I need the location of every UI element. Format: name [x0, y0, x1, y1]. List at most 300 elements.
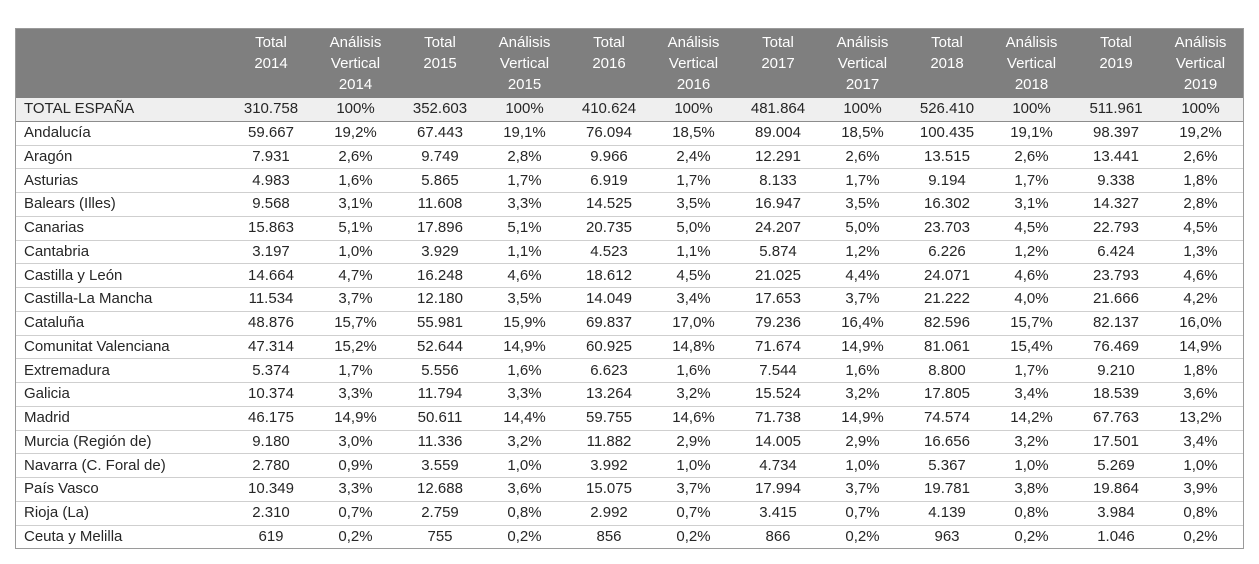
vertical-analysis-cell: 14,2%	[989, 406, 1074, 430]
total-value-cell: 76.094	[567, 121, 651, 145]
vertical-analysis-cell: 13,2%	[1158, 406, 1243, 430]
vertical-analysis-cell: 0,2%	[1014, 527, 1049, 545]
column-header-line: Análisis	[667, 34, 720, 51]
total-value-cell: 856	[596, 527, 622, 545]
table-row	[16, 311, 1243, 335]
region-name-cell: Castilla y León	[16, 264, 229, 288]
total-value-cell: 5.269	[1074, 454, 1158, 478]
total-value-cell: 9.749	[398, 145, 482, 169]
table-row	[16, 430, 1243, 454]
vertical-analysis-cell: 0,8%	[989, 501, 1074, 525]
vertical-analysis-cell: 1,7%	[989, 359, 1074, 383]
table-row	[16, 145, 1243, 169]
column-header-line: 2018	[1014, 76, 1049, 93]
vertical-analysis-cell: 4,5%	[1158, 216, 1243, 240]
vertical-analysis-cell: 1,1%	[651, 240, 736, 264]
column-header	[905, 29, 989, 98]
vertical-analysis-cell: 4,2%	[1158, 288, 1243, 312]
vertical-analysis-cell: 3,4%	[1158, 430, 1243, 454]
vertical-analysis-cell: 1,7%	[820, 169, 905, 193]
column-header	[1158, 29, 1243, 98]
vertical-analysis-cell: 14,9%	[820, 406, 905, 430]
table-row	[16, 288, 1243, 312]
vertical-analysis-cell: 5,0%	[651, 216, 736, 240]
total-value-cell: 17.896	[398, 216, 482, 240]
total-value-cell: 6.226	[905, 240, 989, 264]
total-value-cell: 71.674	[736, 335, 820, 359]
region-name-cell: Cataluña	[16, 311, 229, 335]
vertical-analysis-cell: 2,8%	[1158, 193, 1243, 217]
total-value-cell: 19.781	[905, 478, 989, 502]
vertical-analysis-cell: 2,6%	[313, 145, 398, 169]
vertical-analysis-cell: 3,5%	[820, 193, 905, 217]
vertical-analysis-cell: 1,0%	[313, 240, 398, 264]
vertical-analysis-cell: 1,8%	[1158, 359, 1243, 383]
total-value-cell: 52.644	[398, 335, 482, 359]
total-value-cell: 18.539	[1074, 383, 1158, 407]
region-name-cell: TOTAL ESPAÑA	[16, 98, 229, 121]
total-value-cell: 59.667	[229, 121, 313, 145]
table-row	[16, 264, 1243, 288]
total-value-cell: 3.415	[736, 501, 820, 525]
vertical-analysis-cell: 14,4%	[482, 406, 567, 430]
vertical-analysis-cell: 1,0%	[651, 454, 736, 478]
table-row	[16, 406, 1243, 430]
table-row	[16, 454, 1243, 478]
vertical-analysis-cell: 0,8%	[1158, 501, 1243, 525]
vertical-analysis-cell: 100%	[820, 98, 905, 121]
vertical-analysis-cell: 2,6%	[820, 145, 905, 169]
vertical-analysis-cell: 3,2%	[651, 383, 736, 407]
table-row	[16, 525, 1243, 548]
table-row	[16, 501, 1243, 525]
vertical-analysis-cell: 18,5%	[820, 121, 905, 145]
table-row	[16, 169, 1243, 193]
total-row	[16, 98, 1243, 121]
total-value-cell: 9.966	[567, 145, 651, 169]
total-value-cell: 3.197	[229, 240, 313, 264]
data-table-container	[15, 28, 1244, 549]
vertical-analysis-cell: 1,0%	[820, 454, 905, 478]
vertical-analysis-cell: 4,4%	[820, 264, 905, 288]
total-value-cell: 310.758	[229, 98, 313, 121]
total-value-cell: 11.794	[398, 383, 482, 407]
vertical-analysis-cell: 3,5%	[651, 193, 736, 217]
vertical-analysis-cell: 1,2%	[989, 240, 1074, 264]
vertical-analysis-cell: 2,4%	[651, 145, 736, 169]
total-value-cell: 1.046	[1097, 527, 1135, 545]
vertical-analysis-cell: 3,2%	[820, 383, 905, 407]
vertical-analysis-cell: 1,6%	[313, 169, 398, 193]
total-value-cell: 5.374	[229, 359, 313, 383]
vertical-analysis-cell: 4,6%	[482, 264, 567, 288]
region-name-cell: Canarias	[16, 216, 229, 240]
region-name-cell: Andalucía	[16, 121, 229, 145]
total-value-cell: 4.983	[229, 169, 313, 193]
total-value-cell: 3.559	[398, 454, 482, 478]
vertical-analysis-cell: 2,6%	[989, 145, 1074, 169]
vertical-analysis-cell: 3,7%	[820, 288, 905, 312]
vertical-analysis-cell: 1,0%	[1158, 454, 1243, 478]
total-value-cell: 21.025	[736, 264, 820, 288]
total-value-cell: 19.864	[1074, 478, 1158, 502]
vertical-analysis-cell: 3,6%	[1158, 383, 1243, 407]
total-value-cell: 22.793	[1074, 216, 1158, 240]
total-value-cell: 2.780	[229, 454, 313, 478]
column-header-line: Análisis	[1005, 34, 1058, 51]
vertical-analysis-cell: 3,4%	[989, 383, 1074, 407]
total-value-cell: 79.236	[736, 311, 820, 335]
vertical-analysis-cell: 1,6%	[482, 359, 567, 383]
total-value-cell: 7.544	[736, 359, 820, 383]
total-value-cell: 82.137	[1074, 311, 1158, 335]
column-header-line: 2018	[930, 55, 964, 72]
vertical-analysis-cell: 14,6%	[651, 406, 736, 430]
column-header-line: Análisis	[836, 34, 889, 51]
total-value-cell: 3.929	[398, 240, 482, 264]
total-value-cell: 81.061	[905, 335, 989, 359]
total-value-cell: 74.574	[905, 406, 989, 430]
column-header	[651, 29, 736, 98]
vertical-analysis-cell: 4,6%	[1158, 264, 1243, 288]
vertical-analysis-cell: 3,3%	[313, 478, 398, 502]
region-name-cell: Navarra (C. Foral de)	[16, 454, 229, 478]
vertical-analysis-cell: 15,2%	[313, 335, 398, 359]
vertical-analysis-cell: 100%	[1158, 98, 1243, 121]
vertical-analysis-cell: 14,9%	[1158, 335, 1243, 359]
column-header-line: Análisis	[498, 34, 551, 51]
vertical-analysis-cell: 1,7%	[313, 359, 398, 383]
vertical-analysis-cell: 15,7%	[313, 311, 398, 335]
vertical-analysis-cell: 16,0%	[1158, 311, 1243, 335]
total-value-cell: 6.623	[567, 359, 651, 383]
total-value-cell: 352.603	[398, 98, 482, 121]
vertical-analysis-cell: 14,9%	[313, 406, 398, 430]
vertical-analysis-cell: 0,8%	[482, 501, 567, 525]
vertical-analysis-cell: 0,2%	[676, 527, 711, 545]
region-name-cell: Murcia (Región de)	[16, 430, 229, 454]
total-value-cell: 8.133	[736, 169, 820, 193]
column-header-line: Vertical	[668, 55, 719, 72]
total-value-cell: 5.874	[736, 240, 820, 264]
vertical-analysis-cell: 3,3%	[482, 383, 567, 407]
vertical-analysis-cell: 18,5%	[651, 121, 736, 145]
total-value-cell: 15.524	[736, 383, 820, 407]
vertical-analysis-cell: 0,2%	[845, 527, 880, 545]
total-value-cell: 13.264	[567, 383, 651, 407]
vertical-analysis-cell: 1,2%	[820, 240, 905, 264]
column-header	[1074, 29, 1158, 98]
vertical-analysis-cell: 4,7%	[313, 264, 398, 288]
table-row	[16, 478, 1243, 502]
region-name-cell: Ceuta y Melilla	[24, 527, 123, 545]
vertical-analysis-cell: 1,6%	[651, 359, 736, 383]
total-value-cell: 15.863	[229, 216, 313, 240]
total-value-cell: 2.992	[567, 501, 651, 525]
vertical-analysis-cell: 0,7%	[820, 501, 905, 525]
total-value-cell: 18.612	[567, 264, 651, 288]
total-value-cell: 2.759	[398, 501, 482, 525]
total-value-cell: 2.310	[229, 501, 313, 525]
total-value-cell: 14.327	[1074, 193, 1158, 217]
total-value-cell: 50.611	[398, 406, 482, 430]
vertical-analysis-cell: 19,1%	[989, 121, 1074, 145]
total-value-cell: 6.919	[567, 169, 651, 193]
vertical-analysis-cell: 3,3%	[482, 193, 567, 217]
column-header	[482, 29, 567, 98]
column-header	[736, 29, 820, 98]
vertical-analysis-cell: 0,2%	[1183, 527, 1218, 545]
column-header-line: 2017	[761, 55, 795, 72]
total-value-cell: 82.596	[905, 311, 989, 335]
region-name-cell: Extremadura	[16, 359, 229, 383]
table-row	[16, 359, 1243, 383]
region-name-cell: Balears (Illes)	[16, 193, 229, 217]
vertical-analysis-cell: 3,3%	[313, 383, 398, 407]
column-header-line: Vertical	[1006, 55, 1057, 72]
vertical-analysis-cell: 3,7%	[820, 478, 905, 502]
column-header-line: 2014	[338, 76, 373, 93]
total-value-cell: 8.800	[905, 359, 989, 383]
vertical-analysis-cell: 3,8%	[989, 478, 1074, 502]
total-value-cell: 7.931	[229, 145, 313, 169]
vertical-analysis-cell: 2,9%	[651, 430, 736, 454]
vertical-analysis-cell: 15,7%	[989, 311, 1074, 335]
total-value-cell: 48.876	[229, 311, 313, 335]
total-value-cell: 67.763	[1074, 406, 1158, 430]
region-name-cell: Rioja (La)	[16, 501, 229, 525]
total-value-cell: 71.738	[736, 406, 820, 430]
total-value-cell: 3.984	[1074, 501, 1158, 525]
vertical-analysis-cell: 15,9%	[482, 311, 567, 335]
column-header-line: Total	[1100, 34, 1132, 51]
column-header	[398, 29, 482, 98]
total-value-cell: 17.805	[905, 383, 989, 407]
vertical-analysis-cell: 0,7%	[651, 501, 736, 525]
region-name-cell: País Vasco	[16, 478, 229, 502]
total-value-cell: 14.525	[567, 193, 651, 217]
vertical-analysis-cell: 19,2%	[313, 121, 398, 145]
vertical-analysis-cell: 3,7%	[313, 288, 398, 312]
vertical-analysis-cell: 2,9%	[820, 430, 905, 454]
vertical-analysis-cell: 14,9%	[482, 335, 567, 359]
total-value-cell: 14.005	[736, 430, 820, 454]
total-value-cell: 17.501	[1074, 430, 1158, 454]
region-name-cell: Aragón	[16, 145, 229, 169]
table-body	[16, 98, 1243, 548]
vertical-analysis-cell: 1,7%	[651, 169, 736, 193]
total-value-cell: 963	[934, 527, 960, 545]
total-value-cell: 20.735	[567, 216, 651, 240]
column-header	[229, 29, 313, 98]
column-header	[820, 29, 905, 98]
total-value-cell: 9.180	[229, 430, 313, 454]
total-value-cell: 11.534	[229, 288, 313, 312]
total-value-cell: 17.653	[736, 288, 820, 312]
vertical-analysis-cell: 2,8%	[482, 145, 567, 169]
total-value-cell: 69.837	[567, 311, 651, 335]
total-value-cell: 410.624	[567, 98, 651, 121]
region-name-cell: Cantabria	[16, 240, 229, 264]
region-name-cell: Galicia	[16, 383, 229, 407]
vertical-analysis-cell: 4,0%	[989, 288, 1074, 312]
total-value-cell: 4.139	[905, 501, 989, 525]
total-value-cell: 526.410	[905, 98, 989, 121]
vertical-analysis-cell: 100%	[313, 98, 398, 121]
column-header-line: 2015	[423, 55, 457, 72]
column-header-line: 2017	[845, 76, 880, 93]
vertical-analysis-cell: 3,2%	[482, 430, 567, 454]
column-header-line: Vertical	[837, 55, 888, 72]
vertical-analysis-cell: 19,2%	[1158, 121, 1243, 145]
total-value-cell: 16.656	[905, 430, 989, 454]
vertical-analysis-cell: 3,0%	[313, 430, 398, 454]
total-value-cell: 23.793	[1074, 264, 1158, 288]
total-value-cell: 47.314	[229, 335, 313, 359]
total-value-cell: 9.338	[1074, 169, 1158, 193]
total-value-cell: 4.523	[567, 240, 651, 264]
total-value-cell: 511.961	[1074, 98, 1158, 121]
total-value-cell: 5.367	[905, 454, 989, 478]
vertical-analysis-cell: 100%	[651, 98, 736, 121]
total-value-cell: 11.336	[398, 430, 482, 454]
vertical-analysis-cell: 14,9%	[820, 335, 905, 359]
total-value-cell: 100.435	[905, 121, 989, 145]
total-value-cell: 3.992	[567, 454, 651, 478]
vertical-analysis-cell: 3,7%	[651, 478, 736, 502]
vertical-analysis-cell: 1,0%	[989, 454, 1074, 478]
total-value-cell: 6.424	[1074, 240, 1158, 264]
total-value-cell: 55.981	[398, 311, 482, 335]
total-value-cell: 16.248	[398, 264, 482, 288]
region-name-cell: Asturias	[16, 169, 229, 193]
total-value-cell: 5.865	[398, 169, 482, 193]
vertical-analysis-cell: 3,9%	[1158, 478, 1243, 502]
column-header-line: 2019	[1183, 76, 1218, 93]
total-value-cell: 23.703	[905, 216, 989, 240]
vertical-analysis-cell: 100%	[482, 98, 567, 121]
vertical-analysis-cell: 5,1%	[482, 216, 567, 240]
vertical-analysis-cell: 4,5%	[651, 264, 736, 288]
total-value-cell: 755	[427, 527, 453, 545]
column-header	[989, 29, 1074, 98]
column-header-line: Análisis	[329, 34, 382, 51]
vertical-analysis-cell: 3,2%	[989, 430, 1074, 454]
table-row	[16, 383, 1243, 407]
total-value-cell: 10.374	[229, 383, 313, 407]
column-header-line: Total	[255, 34, 287, 51]
vertical-analysis-cell: 1,0%	[482, 454, 567, 478]
total-value-cell: 9.568	[229, 193, 313, 217]
vertical-analysis-cell: 100%	[989, 98, 1074, 121]
total-value-cell: 11.882	[567, 430, 651, 454]
vertical-analysis-cell: 17,0%	[651, 311, 736, 335]
total-value-cell: 21.666	[1074, 288, 1158, 312]
total-value-cell: 10.349	[229, 478, 313, 502]
column-header-line: 2014	[254, 55, 288, 72]
region-name-cell: Comunitat Valenciana	[16, 335, 229, 359]
column-header-line: Total	[593, 34, 625, 51]
total-value-cell: 481.864	[736, 98, 820, 121]
total-value-cell: 60.925	[567, 335, 651, 359]
column-header	[313, 29, 398, 98]
vertical-analysis-cell: 0,2%	[507, 527, 542, 545]
total-value-cell: 13.515	[905, 145, 989, 169]
column-header-line: Vertical	[330, 55, 381, 72]
table-row	[16, 193, 1243, 217]
total-value-cell: 14.664	[229, 264, 313, 288]
total-value-cell: 12.291	[736, 145, 820, 169]
vertical-analysis-cell: 1,7%	[482, 169, 567, 193]
vertical-analysis-cell: 0,2%	[338, 527, 373, 545]
vertical-analysis-cell: 5,0%	[820, 216, 905, 240]
column-header-line: Total	[931, 34, 963, 51]
total-value-cell: 17.994	[736, 478, 820, 502]
vertical-analysis-cell: 3,5%	[482, 288, 567, 312]
regional-totals-table	[16, 29, 1243, 548]
vertical-analysis-cell: 4,5%	[989, 216, 1074, 240]
total-value-cell: 9.210	[1074, 359, 1158, 383]
vertical-analysis-cell: 1,3%	[1158, 240, 1243, 264]
column-header-line: 2015	[507, 76, 542, 93]
table-row	[16, 121, 1243, 145]
vertical-analysis-cell: 14,8%	[651, 335, 736, 359]
vertical-analysis-cell: 1,1%	[482, 240, 567, 264]
table-row	[16, 216, 1243, 240]
vertical-analysis-cell: 2,6%	[1158, 145, 1243, 169]
vertical-analysis-cell: 0,7%	[313, 501, 398, 525]
column-header-line: Vertical	[1175, 55, 1226, 72]
total-value-cell: 98.397	[1074, 121, 1158, 145]
vertical-analysis-cell: 3,4%	[651, 288, 736, 312]
vertical-analysis-cell: 1,7%	[989, 169, 1074, 193]
total-value-cell: 24.207	[736, 216, 820, 240]
column-header-line: 2019	[1099, 55, 1133, 72]
region-name-cell: Castilla-La Mancha	[16, 288, 229, 312]
total-value-cell: 13.441	[1074, 145, 1158, 169]
column-header-line: Análisis	[1174, 34, 1227, 51]
total-value-cell: 4.734	[736, 454, 820, 478]
total-value-cell: 46.175	[229, 406, 313, 430]
total-value-cell: 67.443	[398, 121, 482, 145]
vertical-analysis-cell: 3,1%	[313, 193, 398, 217]
vertical-analysis-cell: 16,4%	[820, 311, 905, 335]
vertical-analysis-cell: 15,4%	[989, 335, 1074, 359]
total-value-cell: 89.004	[736, 121, 820, 145]
column-header	[567, 29, 651, 98]
total-value-cell: 12.688	[398, 478, 482, 502]
total-value-cell: 9.194	[905, 169, 989, 193]
total-value-cell: 16.947	[736, 193, 820, 217]
column-header-line: Vertical	[499, 55, 550, 72]
region-name-cell: Madrid	[16, 406, 229, 430]
region-column-header	[16, 29, 229, 98]
total-value-cell: 24.071	[905, 264, 989, 288]
total-value-cell: 11.608	[398, 193, 482, 217]
table-row	[16, 240, 1243, 264]
vertical-analysis-cell: 5,1%	[313, 216, 398, 240]
vertical-analysis-cell: 4,6%	[989, 264, 1074, 288]
total-value-cell: 16.302	[905, 193, 989, 217]
table-row	[16, 335, 1243, 359]
vertical-analysis-cell: 1,8%	[1158, 169, 1243, 193]
total-value-cell: 59.755	[567, 406, 651, 430]
column-header-line: 2016	[676, 76, 711, 93]
column-header-line: 2016	[592, 55, 626, 72]
vertical-analysis-cell: 19,1%	[482, 121, 567, 145]
total-value-cell: 15.075	[567, 478, 651, 502]
vertical-analysis-cell: 3,1%	[989, 193, 1074, 217]
